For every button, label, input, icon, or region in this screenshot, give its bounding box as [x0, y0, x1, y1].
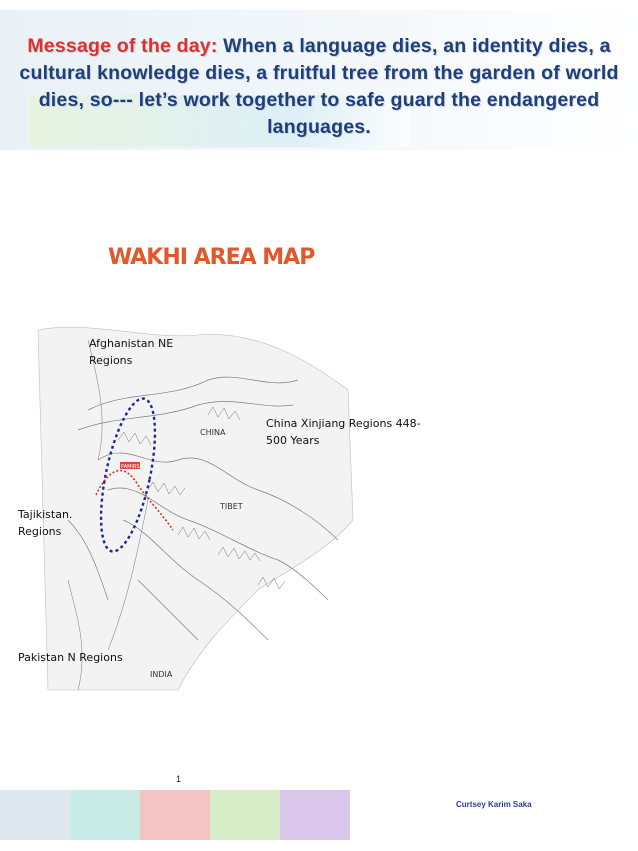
china-label: China Xinjiang Regions 448-500 Years — [266, 417, 421, 447]
credit-text: Curtsey Karim Saka — [456, 800, 532, 809]
bottom-color-bar — [0, 790, 350, 840]
tajikistan-label: Tajikistan. Regions — [18, 508, 73, 538]
message-of-the-day — [0, 33, 638, 141]
message-text: When a language dies, an identity dies, a cultural knowledge dies, a fruitful tree from the garden of world dies, so--- let’s work together to safe guard the endangered languages. — [19, 35, 619, 138]
page-number: 1 — [176, 774, 182, 784]
message-lead: Message of the day: — [27, 35, 218, 57]
tibet-map-label: TIBET — [220, 502, 243, 511]
china-map-label: CHINA — [200, 428, 226, 437]
afghanistan-label: Afghanistan NE Regions — [89, 337, 174, 367]
map-title: WAKHI AREA MAP — [108, 245, 315, 270]
pakistan-label: Pakistan N Regions — [18, 651, 123, 664]
pamirs-map-label: PAMIRS — [121, 464, 140, 470]
india-map-label: INDIA — [150, 670, 173, 679]
